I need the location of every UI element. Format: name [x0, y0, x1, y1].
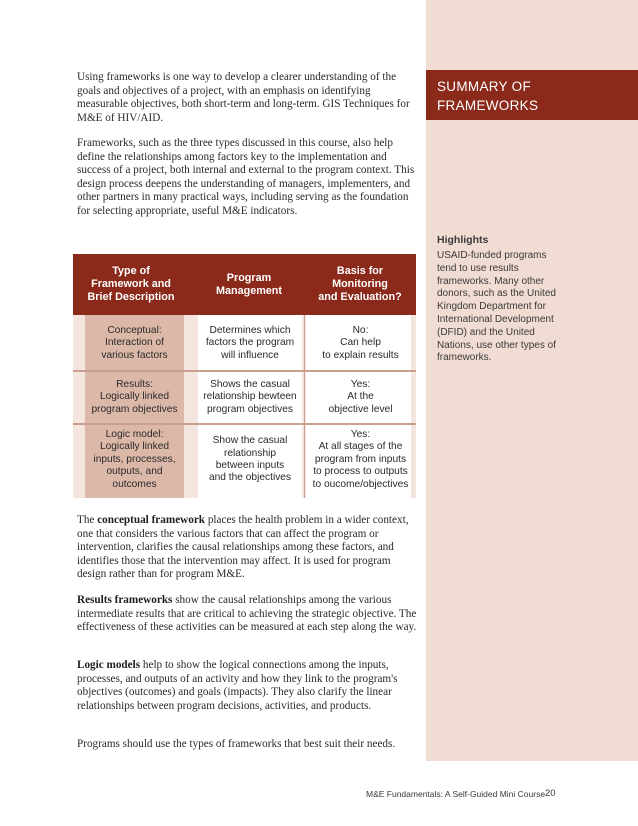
header-monitoring: Basis for Monitoring and Evaluation? — [318, 265, 402, 303]
results-term: Results frameworks — [77, 594, 173, 606]
cell-monitoring-logic: Yes: At all stages of the program from inputs to process to outputs to oucome/objectives — [312, 428, 409, 490]
closing-paragraph: Programs should use the types of frameworks that best suit their needs. — [77, 738, 396, 750]
intro-paragraph-2: Frameworks, such as the three types discussed in this course, also help define the relationships among factors key to the implementation and success of a project, both internal and external to the program context. This design process deepens the understanding of managers, implementers, and other partners in many practical ways, including serving as the foundation for selecting appropriate, useful M&E indicators. — [77, 137, 415, 217]
highlights-box — [437, 234, 567, 365]
highlights-title: Highlights — [437, 234, 489, 246]
page-number: 20 — [545, 788, 556, 799]
cell-monitoring-results: Yes: At the objective level — [328, 378, 393, 415]
cell-management-logic: Show the casual relationship between inputs and the objectives — [208, 435, 292, 484]
cell-type-conceptual: Conceptual: Interaction of various factors — [101, 324, 168, 361]
header-type: Type of Framework and Brief Description — [87, 265, 175, 303]
logic-paragraph — [77, 659, 422, 713]
cell-monitoring-conceptual: No: Can help to explain results — [322, 324, 399, 361]
results-text: show the causal relationships among the various intermediate results that are critical to achieving the strategic objective. The effectiveness of these activities can be measured at each step along the way. — [77, 594, 417, 634]
results-paragraph — [77, 594, 422, 635]
conceptual-pre: The — [77, 514, 98, 526]
conceptual-paragraph — [77, 514, 422, 582]
highlights-body: USAID-funded programs tend to use results frameworks. Many other donors, such as the United Kingdom Department for International Development (DFID) and the United Nations, use other types of frameworks. — [437, 250, 556, 364]
cell-management-results: Shows the casual relationship bewteen program objectives — [203, 378, 297, 415]
cell-type-logic: Logic model: Logically linked inputs, processes, outputs, and outcomes — [93, 428, 176, 490]
conceptual-text: places the health problem in a wider context, one that considers the various factors that can affect the program or intervention, clarifies the causal relationships among these factors, and identifies those that the intervention may affect. It is used for program design rather than for program M&E. — [77, 514, 409, 581]
sidebar-title-line1: SUMMARY OF — [437, 79, 532, 94]
footer-course-title: M&E Fundamentals: A Self-Guided Mini Course — [366, 789, 546, 799]
sidebar-title-line2: FRAMEWORKS — [437, 98, 539, 113]
conceptual-term: conceptual framework — [97, 514, 206, 526]
header-management: Program Management — [216, 271, 282, 297]
logic-text: help to show the logical connections among the inputs, processes, and outputs of an activity and how they link to the program's objectives (outcomes) and goals (impacts). They also clarify the linear relationships between program decisions, activities, and products. — [77, 659, 398, 712]
sidebar-title — [426, 70, 638, 120]
logic-term: Logic models — [77, 659, 141, 671]
cell-management-conceptual: Determines which factors the program will influence — [205, 324, 295, 361]
frameworks-table — [73, 254, 416, 498]
cell-type-results: Results: Logically linked program objectives — [91, 378, 178, 415]
intro-paragraph-1: Using frameworks is one way to develop a clearer understanding of the goals and objectives of a project, with an emphasis on identifying measurable objectives, both short-term and long-term. GIS Techniques for M&E of HIV/AID. — [77, 71, 410, 124]
